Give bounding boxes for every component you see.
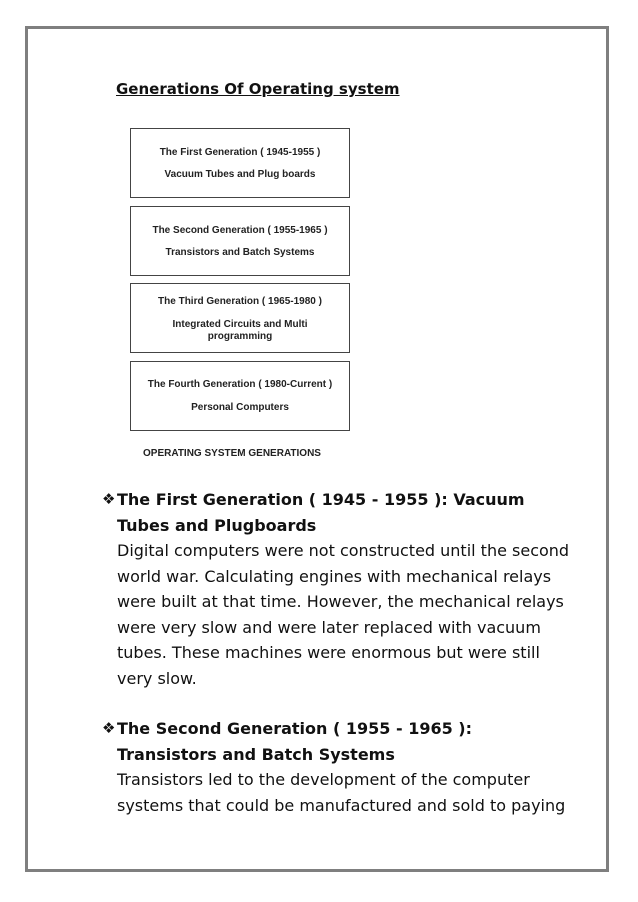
diamond-bullet-icon: ❖ <box>102 719 116 737</box>
document-title: Generations Of Operating system <box>116 80 400 98</box>
section-second-generation <box>96 716 576 818</box>
section-heading: The Second Generation ( 1955 - 1965 ): Transistors and Batch Systems <box>117 719 472 764</box>
generation-box-third <box>130 283 350 353</box>
generation-box-second <box>130 206 350 276</box>
generation-box-subtitle: Transistors and Batch Systems <box>165 247 315 258</box>
generation-box-title: The Fourth Generation ( 1980-Current ) <box>147 379 333 390</box>
section-body: Digital computers were not constructed until the second world war. Calculating engines with mechanical relays were built at that time. However, the mechanical relays were very slow and were later replaced with vacuum tubes. These machines were enormous but were still very slow. <box>117 541 570 688</box>
generation-box-subtitle: Integrated Circuits and Multi programming <box>172 319 308 342</box>
diagram-caption: OPERATING SYSTEM GENERATIONS <box>143 448 321 459</box>
generation-box-fourth <box>130 361 350 431</box>
diamond-bullet-icon: ❖ <box>102 490 116 508</box>
generation-box-first <box>130 128 350 198</box>
section-first-generation <box>96 487 576 691</box>
generation-box-title: The First Generation ( 1945-1955 ) <box>159 147 321 158</box>
generation-box-subtitle: Personal Computers <box>191 402 289 413</box>
section-heading: The First Generation ( 1945 - 1955 ): Vacuum Tubes and Plugboards <box>117 490 525 535</box>
generation-box-subtitle: Vacuum Tubes and Plug boards <box>164 169 316 180</box>
section-body: Transistors led to the development of the computer systems that could be manufactured and sold to paying <box>117 770 566 815</box>
generation-box-title: The Second Generation ( 1955-1965 ) <box>152 225 328 236</box>
generation-box-title: The Third Generation ( 1965-1980 ) <box>158 296 322 307</box>
